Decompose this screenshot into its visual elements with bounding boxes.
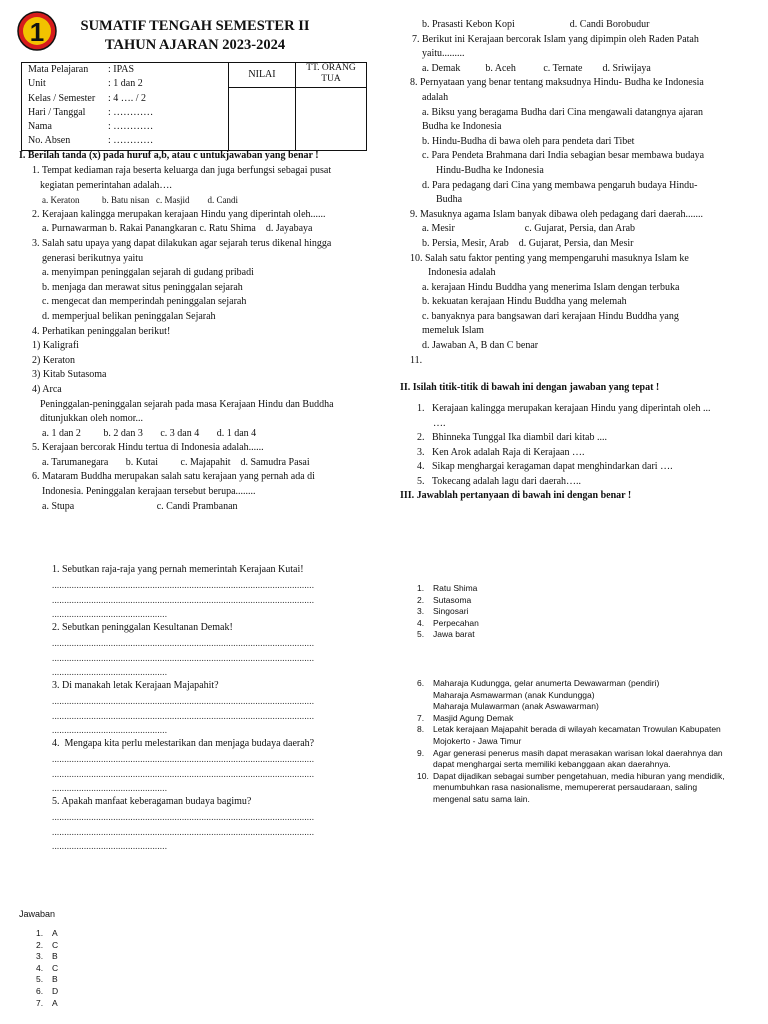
info-label: Hari / Tanggal — [28, 106, 86, 118]
fill-in-item: 1. Kerajaan kalingga merupakan kerajaan Hindu yang diperintah oleh ... — [417, 403, 711, 414]
answer-number: 6. — [417, 678, 425, 688]
answer-line: ........................................................................................................... — [52, 754, 315, 764]
answer-key-title: Jawaban — [19, 909, 56, 919]
question-line: Budha — [436, 194, 463, 206]
fill-in-item: 4. Sikap menghargai keragaman dapat menghindarkan dari …. — [417, 461, 673, 473]
answer-number: 6. — [36, 985, 44, 996]
answer-item — [36, 940, 156, 952]
answer-item — [417, 724, 767, 736]
essay-answers-short — [417, 583, 767, 641]
answer-line: ............................................... — [52, 841, 168, 851]
question-line: b. Persia, Mesir, Arab d. Gujarat, Persia, dan Mesir — [422, 237, 634, 249]
answer-number — [417, 782, 433, 794]
school-logo — [17, 11, 57, 51]
answer-line: ............................................... — [52, 667, 168, 677]
answer-item — [417, 748, 767, 760]
question-line: 10. Salah satu faktor penting yang mempengaruhi masuknya Islam ke — [410, 252, 689, 264]
academic-year: TAHUN AJARAN 2023-2024 — [104, 37, 286, 53]
question-line: memeluk Islam — [422, 325, 484, 337]
info-row — [22, 134, 228, 148]
question-line: 2) Keraton — [32, 354, 76, 366]
answer-number: 3. — [417, 606, 425, 617]
answer-line: ........................................................................................................... — [52, 696, 315, 706]
question-line: 7. Berikut ini Kerajaan bercorak Islam yang dipimpin oleh Raden Patah — [412, 33, 699, 45]
section1-right-column — [410, 18, 755, 368]
answer-number — [417, 701, 433, 713]
info-row — [22, 120, 228, 134]
question-line: ditunjukkan oleh nomor... — [40, 413, 144, 425]
info-label: Unit — [28, 78, 46, 90]
answer-item — [417, 759, 767, 771]
answer-text: A — [52, 928, 58, 938]
question-line: a. 1 dan 2 b. 2 dan 3 c. 3 dan 4 d. 1 dan 4 — [42, 427, 257, 439]
answer-text: Jawa barat — [433, 629, 475, 640]
answer-line: ........................................................................................................... — [52, 812, 315, 822]
nilai-box[interactable] — [229, 88, 296, 151]
section1-left-column — [32, 164, 372, 514]
answer-item — [417, 629, 767, 641]
question-line: b. kekuatan kerajaan Hindu Buddha yang melemah — [422, 296, 627, 308]
question-line: a. Stupa c. Candi Prambanan — [42, 500, 238, 512]
answer-item — [36, 998, 156, 1010]
answer-item — [36, 963, 156, 975]
answer-item — [36, 928, 156, 940]
section2-items — [417, 402, 762, 490]
answer-text: C — [52, 939, 59, 950]
answer-number: 1. — [36, 928, 44, 938]
answer-item — [417, 701, 767, 713]
info-label: Mata Pelajaran — [28, 64, 89, 75]
answer-line: ........................................................................................................... — [52, 711, 315, 721]
question-line: Indonesia adalah — [428, 267, 496, 279]
question-line: generasi berikutnya yaitu — [42, 252, 144, 264]
question-line: Hindu-Budha ke Indonesia — [436, 164, 544, 176]
question-line: a. Mesir c. Gujarat, Persia, dan Arab — [422, 223, 636, 235]
question-line: a. kerajaan Hindu Buddha yang menerima Islam dengan terbuka — [422, 281, 680, 293]
fill-in-item: 3. Ken Arok adalah Raja di Kerajaan …. — [417, 446, 585, 458]
logo-numeral: 1 — [29, 17, 45, 47]
answer-text: menumbuhkan rasa nasionalisme, memupererat persaudaraan, saling — [433, 782, 698, 793]
section1-heading: I. Berilah tanda (x) pada huruf a,b, atau c untukjawaban yang benar ! — [19, 150, 319, 161]
question-line: a. Purnawarman b. Rakai Panangkaran c. Ratu Shima d. Jayabaya — [42, 223, 313, 235]
question-line: a. Keraton b. Batu nisan c. Masjid d. Candi — [42, 195, 238, 206]
parent-signature-box[interactable] — [296, 88, 367, 151]
answer-item — [36, 974, 156, 986]
answer-text: B — [52, 974, 58, 985]
answer-text: Maharaja Asmawarman (anak Kundungga) — [433, 689, 595, 700]
question-line: 4. Perhatikan peninggalan berikut! — [32, 325, 171, 337]
info-row — [22, 77, 228, 91]
answer-text: Mojokerto - Jawa Timur — [433, 735, 522, 746]
fill-in-item: 2. Bhinneka Tunggal Ika diambil dari kitab .... — [417, 432, 607, 444]
student-info-table — [21, 62, 367, 151]
answer-number: 2. — [417, 594, 425, 605]
answer-text: Maharaja Mulawarman (anak Aswawarman) — [433, 701, 599, 712]
answer-line: ........................................................................................................... — [52, 827, 315, 837]
answer-item — [417, 583, 767, 595]
essay-answers-long — [417, 678, 767, 806]
question-line: 6. Mataram Buddha merupakan salah satu kerajaan yang pernah ada di — [32, 471, 315, 483]
answer-item — [36, 951, 156, 963]
answer-text: Agar generasi penerus masih dapat merasakan warisan lokal daerahnya dan — [433, 747, 723, 758]
answer-text: Masjid Agung Demak — [433, 712, 514, 723]
answer-text: Letak kerajaan Majapahit berada di wilayah kecamatan Trowulan Kabupaten — [433, 724, 721, 735]
answer-number — [417, 736, 433, 748]
answer-text: Singosari — [433, 606, 469, 617]
answer-number — [417, 690, 433, 702]
question-line: 8. Pernyataan yang benar tentang maksudnya Hindu- Budha ke Indonesia — [410, 77, 704, 89]
info-cell — [22, 63, 229, 151]
question-line: adalah — [422, 91, 449, 103]
answer-text: Maharaja Kudungga, gelar anumerta Dewawarman (pendiri) — [433, 678, 660, 688]
section3-heading: III. Jawablah pertanyaan di bawah ini dengan benar ! — [400, 490, 632, 501]
info-row — [22, 92, 228, 106]
question-line: c. mengecat dan memperindah peninggalan sejarah — [42, 296, 247, 308]
answer-number: 4. — [417, 617, 425, 628]
answer-line: ........................................................................................................... — [52, 595, 315, 605]
answer-item — [417, 736, 767, 748]
answer-number: 9. — [417, 747, 425, 758]
answer-text: Dapat dijadikan sebagai sumber pengetahuan, media hiburan yang mendidik, — [433, 770, 725, 781]
question-line: b. Hindu-Budha di bawa oleh para pendeta dari Tibet — [422, 135, 635, 147]
question-line: 11. — [410, 354, 423, 366]
question-line: kegiatan pemerintahan adalah…. — [40, 179, 172, 191]
answer-number: 10. — [417, 770, 429, 781]
answer-line: ............................................... — [52, 609, 168, 619]
answer-number — [417, 794, 433, 806]
answer-text: Sutasoma — [433, 594, 472, 605]
answer-item — [417, 782, 767, 794]
question-line: yaitu......... — [422, 48, 465, 60]
answer-item — [417, 794, 767, 806]
answer-text: Ratu Shima — [433, 583, 478, 593]
essay-question: 4. Mengapa kita perlu melestarikan dan menjaga budaya daerah? — [52, 738, 315, 749]
answer-text: C — [52, 962, 59, 973]
question-line: d. Para pedagang dari Cina yang membawa pengaruh budaya Hindu- — [422, 179, 698, 191]
answer-item — [417, 618, 767, 630]
essay-question: 1. Sebutkan raja-raja yang pernah memerintah Kerajaan Kutai! — [52, 564, 304, 575]
question-line: c. banyaknya para bangsawan dari kerajaan Hindu Buddha yang — [422, 310, 679, 322]
question-line: Indonesia. Peninggalan kerajaan tersebut berupa........ — [42, 486, 256, 498]
question-line: 9. Masuknya agama Islam banyak dibawa oleh pedagang dari daerah....... — [410, 208, 703, 220]
info-label: Nama — [28, 121, 52, 133]
question-line: c. Para Pendeta Brahmana dari India sebagian besar membawa budaya — [422, 150, 705, 162]
question-line: 3. Salah satu upaya yang dapat dilakukan agar sejarah terus dikenal hingga — [32, 237, 332, 249]
question-line: a. Biksu yang beragama Budha dari Cina mengawali datangnya ajaran — [422, 106, 704, 118]
essay-question: 2. Sebutkan peninggalan Kesultanan Demak! — [52, 622, 233, 633]
answer-item — [417, 595, 767, 607]
info-value: : 1 dan 2 — [108, 78, 143, 90]
info-value: : ………… — [108, 106, 154, 118]
question-line: a. Demak b. Aceh c. Ternate d. Sriwijaya — [422, 62, 651, 74]
question-line: Budha ke Indonesia — [422, 121, 502, 133]
essay-question: 5. Apakah manfaat keberagaman budaya bagimu? — [52, 796, 252, 807]
question-line: 1) Kaligrafi — [32, 340, 79, 352]
answer-item — [417, 771, 767, 783]
answer-number — [417, 759, 433, 771]
question-line: d. memperjual belikan peninggalan Sejarah — [42, 310, 216, 322]
answer-number: 4. — [36, 962, 44, 973]
info-row — [22, 106, 228, 120]
question-line: a. Tarumanegara b. Kutai c. Majapahit d. Samudra Pasai — [42, 456, 310, 468]
answer-item — [417, 713, 767, 725]
answer-number: 5. — [36, 974, 44, 985]
question-line: 4) Arca — [32, 383, 62, 395]
answer-item — [417, 678, 767, 690]
answer-text: Perpecahan — [433, 617, 479, 628]
section2-heading: II. Isilah titik-titik di bawah ini dengan jawaban yang tepat ! — [400, 382, 660, 393]
answer-line: ............................................... — [52, 783, 168, 793]
exam-title: SUMATIF TENGAH SEMESTER II — [80, 18, 310, 34]
answer-item — [36, 986, 156, 998]
answer-text: D — [52, 985, 59, 996]
question-line: 2. Kerajaan kalingga merupakan kerajaan Hindu yang diperintah oleh...... — [32, 208, 326, 220]
question-line: b. Prasasti Kebon Kopi d. Candi Borobudur — [422, 19, 650, 30]
answer-text: B — [52, 951, 58, 962]
answer-number: 5. — [417, 629, 425, 640]
essay-question: 3. Di manakah letak Kerajaan Majapahit? — [52, 680, 219, 691]
question-line: 3) Kitab Sutasoma — [32, 369, 107, 381]
parent-signature-header: TT. ORANG TUA — [296, 63, 367, 88]
question-line: d. Jawaban A, B dan C benar — [422, 340, 539, 352]
info-label: Kelas / Semester — [28, 92, 96, 104]
info-label: No. Absen — [28, 135, 71, 147]
answer-line: ............................................... — [52, 725, 168, 735]
info-row — [22, 63, 228, 77]
info-value: : ………… — [108, 121, 154, 133]
answer-line: ........................................................................................................... — [52, 653, 315, 663]
nilai-header: NILAI — [229, 63, 296, 88]
answer-number: 3. — [36, 951, 44, 962]
answer-number: 7. — [36, 997, 44, 1008]
info-value: : IPAS — [108, 64, 135, 75]
fill-in-item: …. — [433, 417, 446, 429]
answer-line: ........................................................................................................... — [52, 638, 315, 648]
info-value: : 4 …. / 2 — [108, 92, 147, 104]
question-line: Peninggalan-peninggalan sejarah pada masa Kerajaan Hindu dan Buddha — [40, 398, 334, 410]
info-value: : ………… — [108, 135, 154, 147]
question-line: a. menyimpan peninggalan sejarah di gudang pribadi — [42, 267, 254, 279]
answer-number: 8. — [417, 724, 425, 735]
fill-in-item: 5. Tokecang adalah lagu dari daerah….. — [417, 475, 582, 487]
question-line: b. menjaga dan merawat situs peninggalan sejarah — [42, 281, 243, 293]
answer-text: mengenal satu sama lain. — [433, 793, 530, 804]
question-line: 1. Tempat kediaman raja beserta keluarga dan juga berfungsi sebagai pusat — [32, 165, 332, 176]
answer-text: A — [52, 997, 58, 1008]
answer-line: ........................................................................................................... — [52, 580, 315, 590]
answer-key-list — [36, 928, 156, 1009]
answer-item — [417, 690, 767, 702]
essay-questions — [52, 563, 382, 853]
question-line: 5. Kerajaan bercorak Hindu tertua di Indonesia adalah...... — [32, 442, 264, 454]
answer-text: dapat menghargai serta memiliki kebanggaan akan daerahnya. — [433, 759, 671, 770]
answer-number: 1. — [417, 583, 425, 593]
answer-number: 7. — [417, 712, 425, 723]
answer-item — [417, 606, 767, 618]
answer-number: 2. — [36, 939, 44, 950]
answer-line: ........................................................................................................... — [52, 769, 315, 779]
